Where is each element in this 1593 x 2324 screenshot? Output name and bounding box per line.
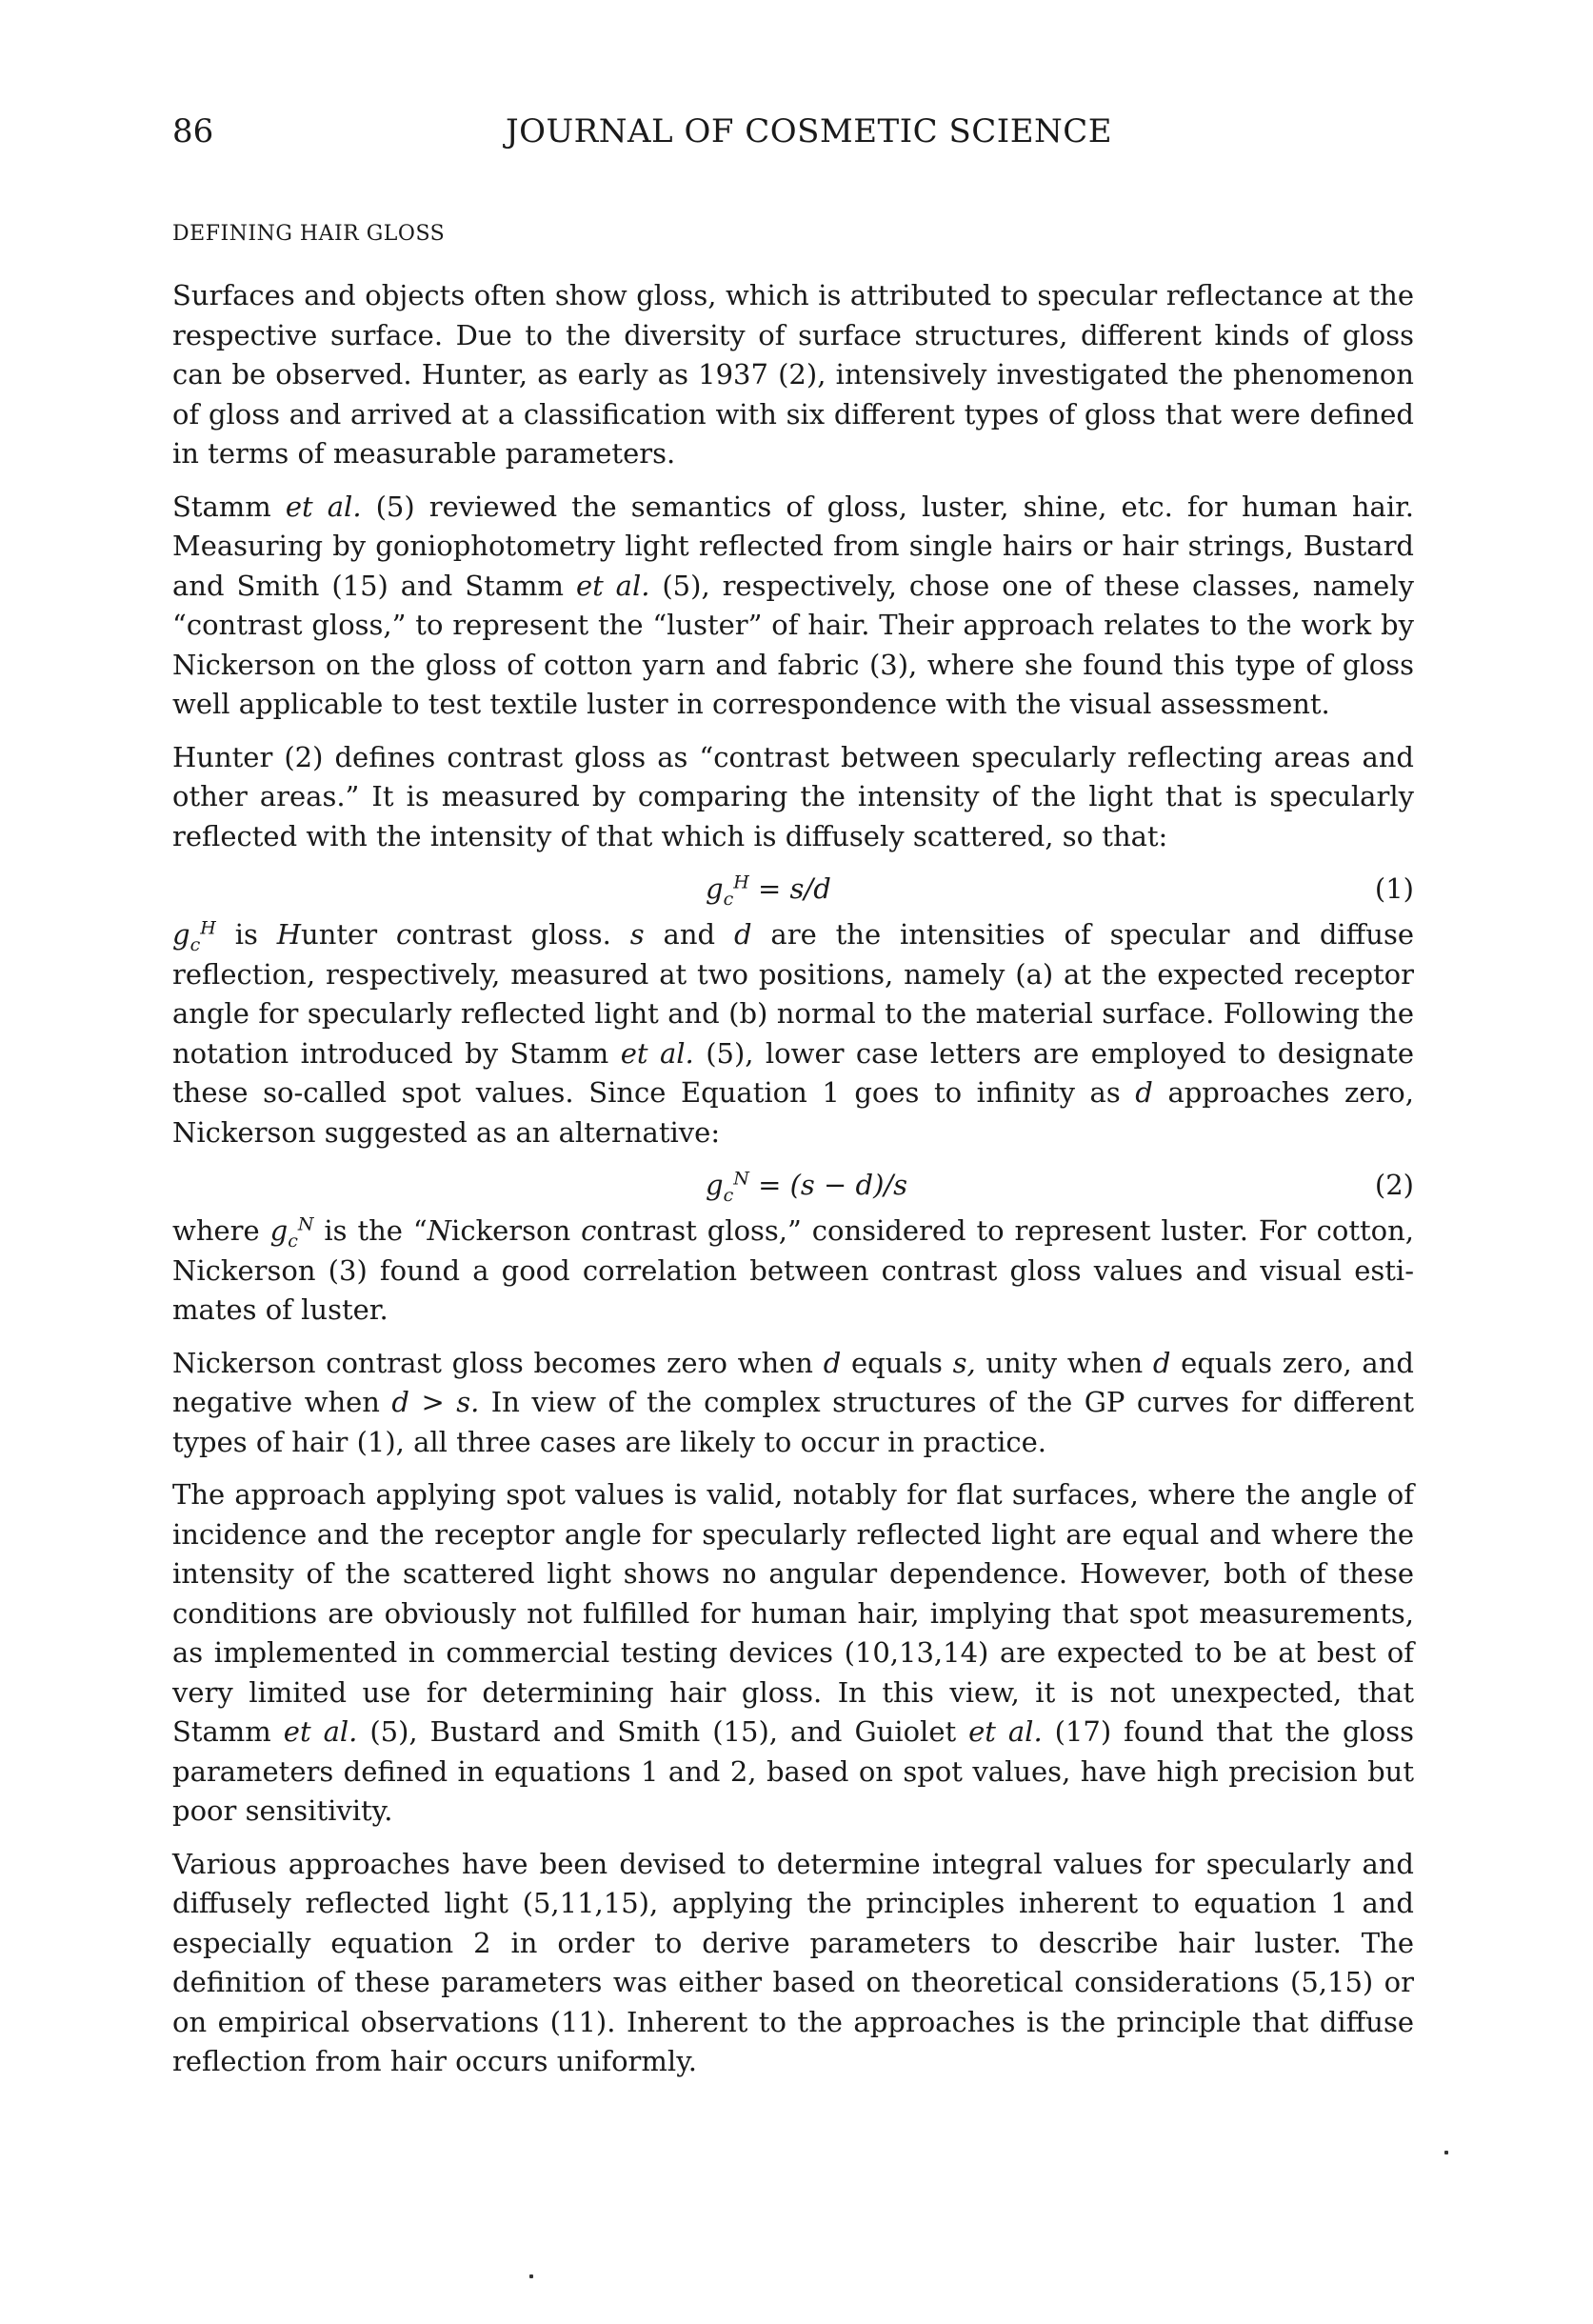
running-title: JOURNAL OF COSMETIC SCIENCE	[506, 112, 1113, 150]
equation-2	[172, 1166, 1414, 1208]
section-heading: DEFINING HAIR GLOSS	[172, 222, 446, 246]
paragraph-3: Hunter (2) defines contrast gloss as “contrast between specularly reflecting areas and other areas.” It is measured by comparing the intensity of the light that is specularly reflected with the intensity of that which is diffusely scattered, so that:	[172, 740, 1414, 852]
equation-1	[172, 870, 1414, 912]
paragraph-4: $g_c^H$ is Hunter contrast gloss. s and d are the intensities of specular and diffuse reflection, respectively, measured at two positions, namely (a) at the expected receptor angle for specularly reflected light and (b) normal to the material surface. Following the notation introduced by Stamm et al. (5), lower case letters are employed to designate these so-called spot values. Since Equation 1 goes to infinity as d approaches zero, Nickerson suggested as an alternative:	[172, 917, 1414, 1149]
equation-1-formula: $g_c^H = s/d$	[706, 872, 831, 910]
paragraph-6: Nickerson contrast gloss becomes zero when d equals s, unity when d equals zero, and negative when d > s. In view of the complex structures of the GP curves for different types of hair (1), all three cases are likely to occur in practice.	[172, 1346, 1414, 1458]
scan-speck	[529, 2274, 533, 2278]
equation-2-number: (2)	[1374, 1169, 1414, 1201]
paragraph-2: Stamm et al. (5) reviewed the semantics of gloss, luster, shine, etc. for human hair. Measuring by goniophotometry light reflected from single hairs or hair strings, Bustard and Smith (15) and Stamm et al. (5), respectively, chose one of these classes, namely “contrast gloss,” to represent the “luster” of hair. Their approach relates to the work by Nickerson on the gloss of cotton yarn and fabric (3), where she found this type of gloss well applicable to test textile luster in correspondence with the visual assessment.	[172, 490, 1414, 720]
equation-1-number: (1)	[1374, 872, 1414, 905]
paragraph-5: where $g_c^N$ is the “Nickerson contrast gloss,” considered to represent luster. For cotton, Nickerson (3) found a good correlation between contrast gloss values and visual esti-mates of luster.	[172, 1213, 1414, 1326]
page-number: 86	[172, 112, 214, 150]
equation-2-formula: $g_c^N = (s - d)/s$	[706, 1168, 908, 1206]
paragraph-1: Surfaces and objects often show gloss, which is attributed to specular reflectance at the respective surface. Due to the diversity of surface structures, different kinds of gloss can be observed. Hunter, as early as 1937 (2), intensively investigated the phenomenon of gloss and arrived at a classification with six different types of gloss that were defined in terms of measurable parameters.	[172, 279, 1414, 470]
paragraph-7: The approach applying spot values is valid, notably for flat surfaces, where the angle of incidence and the receptor angle for specularly reflected light are equal and where the intensity of the scattered light shows no angular dependence. However, both of these conditions are obviously not fulfilled for human hair, implying that spot measurements, as implemented in commercial testing devices (10,13,14) are expected to be at best of very limited use for determining hair gloss. In this view, it is not unexpected, that Stamm et al. (5), Bustard and Smith (15), and Guiolet et al. (17) found that the gloss parameters defined in equations 1 and 2, based on spot values, have high precision but poor sensitivity.	[172, 1478, 1415, 1827]
article-body	[172, 276, 1414, 2095]
paragraph-8: Various approaches have been devised to determine integral values for specularly and diffusely reflected light (5,11,15), applying the principles inherent to equation 1 and especially equation 2 in order to derive parameters to describe hair luster. The definition of these parameters was either based on theoretical considerations (5,15) or on empirical observations (11). Inherent to the approaches is the principle that diffuse reflection from hair occurs uniformly.	[172, 1847, 1414, 2077]
scan-speck	[1444, 2151, 1448, 2154]
page-header	[172, 112, 1410, 160]
